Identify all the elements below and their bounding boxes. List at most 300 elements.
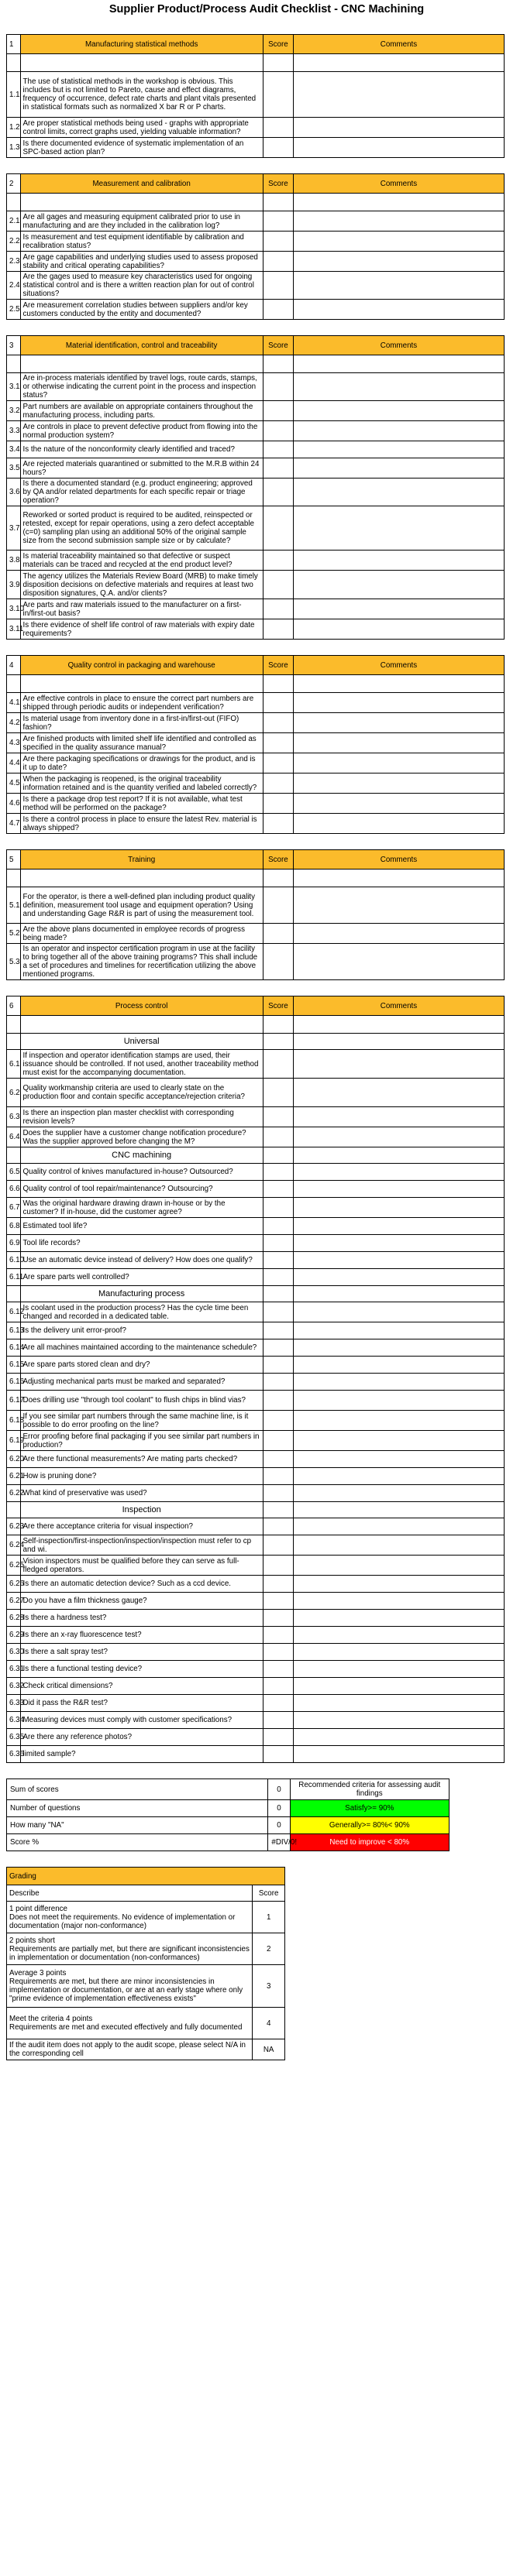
- question-text: Are the above plans documented in employee records of progress being made?: [20, 924, 263, 944]
- question-number: 6.35: [7, 1729, 21, 1746]
- question-row: [7, 1627, 505, 1644]
- comments-cell[interactable]: [293, 551, 504, 571]
- question-number: 6.15: [7, 1357, 21, 1374]
- comments-cell[interactable]: [293, 1374, 504, 1391]
- score-cell[interactable]: [263, 1535, 293, 1556]
- question-number: 2.4: [7, 272, 21, 300]
- question-number: 3.7: [7, 506, 21, 551]
- question-number: 5.1: [7, 887, 21, 924]
- comments-cell[interactable]: [293, 1678, 504, 1695]
- comments-cell[interactable]: [293, 753, 504, 773]
- question-text: Do you have a film thickness gauge?: [20, 1593, 263, 1610]
- comments-cell[interactable]: [293, 1079, 504, 1107]
- question-number: 3.8: [7, 551, 21, 571]
- question-row: [7, 401, 505, 421]
- question-number: 6.6: [7, 1181, 21, 1198]
- comments-cell[interactable]: [293, 1518, 504, 1535]
- section-table: [6, 996, 505, 1763]
- comments-cell[interactable]: [293, 252, 504, 272]
- grading-description: Average 3 points Requirements are met, but there are minor inconsistencies in implementation or documentation, or are at an early stage where only "prime evidence of implementation effectiveness exists": [7, 1965, 253, 2008]
- score-cell[interactable]: [263, 693, 293, 713]
- subsection-title: Manufacturing process: [20, 1286, 263, 1302]
- section-number: 1: [7, 35, 21, 54]
- comments-cell[interactable]: [293, 599, 504, 619]
- score-cell[interactable]: [263, 1374, 293, 1391]
- grading-row: [7, 1965, 285, 2008]
- score-cell[interactable]: [263, 458, 293, 478]
- question-text: For the operator, is there a well-defined plan including product quality definition, measurement tool usage and equipment operation? Using and understanding Gage R&R is part of using the measurement tool.: [20, 887, 263, 924]
- score-cell[interactable]: [263, 1391, 293, 1411]
- question-number: 2.5: [7, 300, 21, 320]
- question-text: Quality control of knives manufactured in-house? Outsourced?: [20, 1164, 263, 1181]
- score-header: Score: [263, 336, 293, 355]
- score-cell[interactable]: [263, 72, 293, 118]
- question-row: [7, 1678, 505, 1695]
- comments-cell[interactable]: [293, 211, 504, 232]
- question-number: 6.27: [7, 1593, 21, 1610]
- question-text: Is there an x-ray fluorescence test?: [20, 1627, 263, 1644]
- question-text: Check critical dimensions?: [20, 1678, 263, 1695]
- comments-header: Comments: [293, 336, 504, 355]
- question-row: [7, 118, 505, 138]
- comments-cell[interactable]: [293, 1695, 504, 1712]
- section-title: Measurement and calibration: [20, 174, 263, 194]
- question-number: 6.9: [7, 1235, 21, 1252]
- score-cell[interactable]: [263, 118, 293, 138]
- question-number: 3.5: [7, 458, 21, 478]
- comments-cell[interactable]: [293, 232, 504, 252]
- comments-cell[interactable]: [293, 1576, 504, 1593]
- score-cell[interactable]: [263, 924, 293, 944]
- question-row: [7, 693, 505, 713]
- question-row: [7, 794, 505, 814]
- question-text: The agency utilizes the Materials Review Board (MRB) to make timely disposition decisions on defective materials and requires at least two disposition signatures, Q.A. and/or clients?: [20, 571, 263, 599]
- score-cell[interactable]: [263, 1556, 293, 1576]
- section-number: 5: [7, 850, 21, 870]
- comments-cell[interactable]: [293, 441, 504, 458]
- question-text: Reworked or sorted product is required to be audited, reinspected or retested, except for repair operations, using a zero defect acceptable (c=0) sampling plan using an additional 50% of the original sample size from the second submission sample size or by calculate?: [20, 506, 263, 551]
- comments-cell[interactable]: [293, 1411, 504, 1431]
- score-cell[interactable]: [263, 887, 293, 924]
- question-row: [7, 1485, 505, 1502]
- question-text: Part numbers are available on appropriate containers throughout the manufacturing process, including parts.: [20, 401, 263, 421]
- comments-cell[interactable]: [293, 373, 504, 401]
- question-text: When the packaging is reopened, is the original traceability information retained and is the quantity verified and labeled correctly?: [20, 773, 263, 794]
- comments-cell[interactable]: [293, 1556, 504, 1576]
- comments-cell[interactable]: [293, 1357, 504, 1374]
- comments-cell[interactable]: [293, 1661, 504, 1678]
- comments-cell[interactable]: [293, 1050, 504, 1079]
- comments-cell[interactable]: [293, 1644, 504, 1661]
- question-row: [7, 1235, 505, 1252]
- comments-cell[interactable]: [293, 1535, 504, 1556]
- grading-score: 2: [253, 1933, 285, 1965]
- question-number: 6.13: [7, 1322, 21, 1339]
- question-row: [7, 1164, 505, 1181]
- score-cell[interactable]: [263, 551, 293, 571]
- score-cell[interactable]: [263, 1468, 293, 1485]
- score-cell[interactable]: [263, 1198, 293, 1218]
- question-text: Are in-process materials identified by travel logs, route cards, stamps, or otherwise indicating the current point in the process and inspection status?: [20, 373, 263, 401]
- question-number: 6.19: [7, 1431, 21, 1451]
- comments-cell[interactable]: [293, 1729, 504, 1746]
- grading-description: Meet the criteria 4 points Requirements are met and executed effectively and fully documented: [7, 2008, 253, 2039]
- question-number: 2.2: [7, 232, 21, 252]
- comments-cell[interactable]: [293, 421, 504, 441]
- score-cell[interactable]: [263, 1322, 293, 1339]
- score-cell[interactable]: [263, 478, 293, 506]
- question-text: limited sample?: [20, 1746, 263, 1763]
- question-text: Are finished products with limited shelf life identified and controlled as specified in the quality assurance manual?: [20, 733, 263, 753]
- score-cell[interactable]: [263, 421, 293, 441]
- comments-cell[interactable]: [293, 138, 504, 158]
- comments-cell[interactable]: [293, 1712, 504, 1729]
- question-row: [7, 599, 505, 619]
- comments-cell[interactable]: [293, 72, 504, 118]
- question-number: 3.3: [7, 421, 21, 441]
- question-row: [7, 944, 505, 980]
- score-cell[interactable]: [263, 1518, 293, 1535]
- subsection-row: [7, 1286, 505, 1302]
- section-header: [7, 996, 505, 1016]
- comments-cell[interactable]: [293, 1468, 504, 1485]
- question-text: Error proofing before final packaging if you see similar part numbers in production?: [20, 1431, 263, 1451]
- score-cell[interactable]: [263, 1079, 293, 1107]
- question-text: Does the supplier have a customer change notification procedure? Was the supplier approved before changing the M?: [20, 1127, 263, 1147]
- score-cell[interactable]: [263, 300, 293, 320]
- question-row: [7, 1127, 505, 1147]
- score-cell[interactable]: [263, 1678, 293, 1695]
- page-title: Supplier Product/Process Audit Checklist - CNC Machining: [108, 3, 425, 15]
- question-row: [7, 1576, 505, 1593]
- question-row: [7, 1181, 505, 1198]
- question-row: [7, 924, 505, 944]
- comments-cell[interactable]: [293, 733, 504, 753]
- question-row: [7, 1269, 505, 1286]
- question-number: 6.36: [7, 1746, 21, 1763]
- score-cell[interactable]: [263, 232, 293, 252]
- question-row: [7, 1050, 505, 1079]
- comments-cell[interactable]: [293, 1593, 504, 1610]
- question-text: What kind of preservative was used?: [20, 1485, 263, 1502]
- score-cell[interactable]: [263, 401, 293, 421]
- score-cell[interactable]: [263, 506, 293, 551]
- comments-cell[interactable]: [293, 773, 504, 794]
- question-number: 6.21: [7, 1468, 21, 1485]
- score-header: Score: [263, 656, 293, 675]
- score-cell[interactable]: [263, 1218, 293, 1235]
- score-cell[interactable]: [263, 773, 293, 794]
- score-cell[interactable]: [263, 1451, 293, 1468]
- criteria-cell: Satisfy>= 90%: [290, 1800, 449, 1817]
- score-cell[interactable]: [263, 794, 293, 814]
- score-cell[interactable]: [263, 211, 293, 232]
- score-cell[interactable]: [263, 733, 293, 753]
- comments-header: Comments: [293, 35, 504, 54]
- question-number: 6.34: [7, 1712, 21, 1729]
- question-text: Quality workmanship criteria are used to clearly state on the production floor and contain specific acceptance/rejection criteria?: [20, 1079, 263, 1107]
- score-cell[interactable]: [263, 252, 293, 272]
- score-cell[interactable]: [263, 599, 293, 619]
- comments-cell[interactable]: [293, 887, 504, 924]
- comments-cell[interactable]: [293, 1627, 504, 1644]
- score-cell[interactable]: [263, 1431, 293, 1451]
- score-cell[interactable]: [263, 1127, 293, 1147]
- question-number: 6.30: [7, 1644, 21, 1661]
- comments-cell[interactable]: [293, 1431, 504, 1451]
- question-row: [7, 1431, 505, 1451]
- question-row: [7, 1468, 505, 1485]
- score-cell[interactable]: [263, 1339, 293, 1357]
- comments-cell[interactable]: [293, 1322, 504, 1339]
- question-row: [7, 1593, 505, 1610]
- comments-header: Comments: [293, 174, 504, 194]
- question-number: 3.2: [7, 401, 21, 421]
- grading-description: 2 points short Requirements are partially met, but there are significant inconsistencies in implementation or documentation (non-conformances): [7, 1933, 253, 1965]
- score-cell[interactable]: [263, 1712, 293, 1729]
- audit-checklist-page: [6, 0, 527, 2060]
- question-number: 6.32: [7, 1678, 21, 1695]
- comments-cell[interactable]: [293, 1746, 504, 1763]
- question-text: Are all gages and measuring equipment calibrated prior to use in manufacturing and are they included in the calibration log?: [20, 211, 263, 232]
- grading-description: If the audit item does not apply to the audit scope, please select N/A in the corresponding cell: [7, 2039, 253, 2060]
- comments-cell[interactable]: [293, 1235, 504, 1252]
- comments-cell[interactable]: [293, 1107, 504, 1127]
- comments-cell[interactable]: [293, 814, 504, 834]
- question-row: [7, 1518, 505, 1535]
- comments-cell[interactable]: [293, 713, 504, 733]
- question-row: [7, 1107, 505, 1127]
- question-number: 6.3: [7, 1107, 21, 1127]
- question-number: 4.2: [7, 713, 21, 733]
- comments-cell[interactable]: [293, 1302, 504, 1322]
- score-cell[interactable]: [263, 138, 293, 158]
- question-text: If inspection and operator identification stamps are used, their issuance should be controlled. If not used, another traceability method must exist for the accompanying documentation.: [20, 1050, 263, 1079]
- question-row: [7, 1079, 505, 1107]
- question-text: Is coolant used in the production process? Has the cycle time been changed and recorded in a dedicated table.: [20, 1302, 263, 1322]
- section-number: 3: [7, 336, 21, 355]
- comments-cell[interactable]: [293, 571, 504, 599]
- question-row: [7, 478, 505, 506]
- comments-cell[interactable]: [293, 1269, 504, 1286]
- grading-row: [7, 2008, 285, 2039]
- summary-row: [7, 1800, 450, 1817]
- score-cell[interactable]: [263, 1181, 293, 1198]
- comments-cell[interactable]: [293, 1451, 504, 1468]
- question-text: Are the gages used to measure key characteristics used for ongoing statistical control and is there a written reaction plan for out of control situations?: [20, 272, 263, 300]
- score-cell[interactable]: [263, 1269, 293, 1286]
- grading-row: [7, 2039, 285, 2060]
- comments-cell[interactable]: [293, 1218, 504, 1235]
- question-row: [7, 300, 505, 320]
- question-text: Are measurement correlation studies between suppliers and/or key customers conducted by the entity and documented?: [20, 300, 263, 320]
- comments-cell[interactable]: [293, 1339, 504, 1357]
- comments-cell[interactable]: [293, 1485, 504, 1502]
- section-title: Manufacturing statistical methods: [20, 35, 263, 54]
- question-row: [7, 1695, 505, 1712]
- score-cell[interactable]: [263, 814, 293, 834]
- comments-cell[interactable]: [293, 693, 504, 713]
- score-cell[interactable]: [263, 1050, 293, 1079]
- score-cell[interactable]: [263, 1357, 293, 1374]
- question-number: 1.2: [7, 118, 21, 138]
- subsection-row: [7, 1147, 505, 1164]
- question-number: 6.25: [7, 1556, 21, 1576]
- question-text: Is material usage from inventory done in a first-in/first-out (FIFO) fashion?: [20, 713, 263, 733]
- question-number: 3.1: [7, 373, 21, 401]
- question-row: [7, 1218, 505, 1235]
- section-table: [6, 335, 505, 640]
- question-number: 6.8: [7, 1218, 21, 1235]
- comments-cell[interactable]: [293, 1164, 504, 1181]
- question-text: Tool life records?: [20, 1235, 263, 1252]
- question-row: [7, 1729, 505, 1746]
- question-text: Are there packaging specifications or drawings for the product, and is it up to date?: [20, 753, 263, 773]
- score-cell[interactable]: [263, 713, 293, 733]
- score-cell[interactable]: [263, 571, 293, 599]
- section-number: 4: [7, 656, 21, 675]
- score-cell[interactable]: [263, 441, 293, 458]
- comments-cell[interactable]: [293, 478, 504, 506]
- question-number: 6.17: [7, 1391, 21, 1411]
- question-row: [7, 506, 505, 551]
- comments-cell[interactable]: [293, 1252, 504, 1269]
- question-number: 6.24: [7, 1535, 21, 1556]
- question-row: [7, 1374, 505, 1391]
- score-cell[interactable]: [263, 1661, 293, 1678]
- question-text: Self-inspection/first-inspection/inspection/inspection must refer to cp and wi.: [20, 1535, 263, 1556]
- question-row: [7, 1198, 505, 1218]
- question-text: Are spare parts well controlled?: [20, 1269, 263, 1286]
- question-row: [7, 1252, 505, 1269]
- comments-cell[interactable]: [293, 944, 504, 980]
- question-row: [7, 421, 505, 441]
- section-header: [7, 35, 505, 54]
- subsection-row: [7, 1034, 505, 1050]
- grading-description: 1 point difference Does not meet the requirements. No evidence of implementation or documentation (major non-conformance): [7, 1902, 253, 1933]
- score-cell[interactable]: [263, 753, 293, 773]
- question-text: Estimated tool life?: [20, 1218, 263, 1235]
- score-cell[interactable]: [263, 1485, 293, 1502]
- score-cell[interactable]: [263, 1235, 293, 1252]
- comments-cell[interactable]: [293, 401, 504, 421]
- question-text: Does drilling use "through tool coolant" to flush chips in blind vias?: [20, 1391, 263, 1411]
- comments-cell[interactable]: [293, 506, 504, 551]
- score-cell[interactable]: [263, 1746, 293, 1763]
- comments-cell[interactable]: [293, 794, 504, 814]
- question-text: Was the original hardware drawing drawn in-house or by the customer? If in-house, did the customer agree?: [20, 1198, 263, 1218]
- question-row: [7, 1339, 505, 1357]
- section-header: [7, 336, 505, 355]
- question-text: Are there functional measurements? Are mating parts checked?: [20, 1451, 263, 1468]
- question-text: Quality control of tool repair/maintenance? Outsourcing?: [20, 1181, 263, 1198]
- comments-cell[interactable]: [293, 1127, 504, 1147]
- comments-cell[interactable]: [293, 1610, 504, 1627]
- question-number: 6.11: [7, 1269, 21, 1286]
- criteria-cell: Generally>= 80%< 90%: [290, 1817, 449, 1834]
- question-number: 6.23: [7, 1518, 21, 1535]
- comments-cell[interactable]: [293, 1181, 504, 1198]
- score-cell[interactable]: [263, 1302, 293, 1322]
- comments-cell[interactable]: [293, 924, 504, 944]
- subsection-title: Inspection: [20, 1502, 263, 1518]
- question-text: Is there an automatic detection device? Such as a ccd device.: [20, 1576, 263, 1593]
- score-cell[interactable]: [263, 1411, 293, 1431]
- summary-row: [7, 1817, 450, 1834]
- question-row: [7, 551, 505, 571]
- section-table: [6, 173, 505, 320]
- score-cell[interactable]: [263, 1627, 293, 1644]
- comments-cell[interactable]: [293, 619, 504, 640]
- question-text: Is there a functional testing device?: [20, 1661, 263, 1678]
- score-cell[interactable]: [263, 1695, 293, 1712]
- question-row: [7, 1746, 505, 1763]
- question-number: 6.31: [7, 1661, 21, 1678]
- comments-cell[interactable]: [293, 1391, 504, 1411]
- subsection-row: [7, 1502, 505, 1518]
- question-row: [7, 1357, 505, 1374]
- score-cell[interactable]: [263, 1576, 293, 1593]
- question-text: The use of statistical methods in the workshop is obvious. This includes but is not limited to Pareto, cause and effect diagrams, frequency of occurrence, defect rate charts and plant vitals presented in statistical formats such as normalized X bar R or P charts.: [20, 72, 263, 118]
- comments-cell[interactable]: [293, 1198, 504, 1218]
- score-cell[interactable]: [263, 944, 293, 980]
- comments-cell[interactable]: [293, 300, 504, 320]
- question-row: [7, 773, 505, 794]
- score-cell[interactable]: [263, 1107, 293, 1127]
- section-header: [7, 850, 505, 870]
- score-cell[interactable]: [263, 1729, 293, 1746]
- score-cell[interactable]: [263, 619, 293, 640]
- question-text: Did it pass the R&R test?: [20, 1695, 263, 1712]
- question-text: Is measurement and test equipment identifiable by calibration and recalibration status?: [20, 232, 263, 252]
- question-text: Is there documented evidence of systematic implementation of an SPC-based action plan?: [20, 138, 263, 158]
- describe-header: Describe: [7, 1885, 253, 1902]
- question-text: Is there an inspection plan master checklist with corresponding revision levels?: [20, 1107, 263, 1127]
- grading-table: [6, 1867, 285, 2060]
- question-row: [7, 1451, 505, 1468]
- question-number: 4.1: [7, 693, 21, 713]
- question-number: 5.2: [7, 924, 21, 944]
- comments-cell[interactable]: [293, 118, 504, 138]
- comments-cell[interactable]: [293, 458, 504, 478]
- question-number: 2.3: [7, 252, 21, 272]
- grading-row: [7, 1902, 285, 1933]
- section-table: [6, 34, 505, 158]
- question-number: 4.4: [7, 753, 21, 773]
- question-row: [7, 1644, 505, 1661]
- score-cell[interactable]: [263, 1610, 293, 1627]
- question-text: Measuring devices must comply with customer specifications?: [20, 1712, 263, 1729]
- question-text: Are there any reference photos?: [20, 1729, 263, 1746]
- question-text: Are gage capabilities and underlying studies used to assess proposed stability and critical operating capabilities?: [20, 252, 263, 272]
- score-cell[interactable]: [263, 1644, 293, 1661]
- comments-cell[interactable]: [293, 272, 504, 300]
- question-text: Is an operator and inspector certification program in use at the facility to bring together all of the above training programs? This shall include a set of procedures and timelines for recertification utilizing the above mentioned programs.: [20, 944, 263, 980]
- question-row: [7, 458, 505, 478]
- score-cell[interactable]: [263, 1593, 293, 1610]
- score-cell[interactable]: [263, 373, 293, 401]
- comments-header: Comments: [293, 656, 504, 675]
- question-number: 6.1: [7, 1050, 21, 1079]
- section-table: [6, 849, 505, 980]
- score-cell[interactable]: [263, 272, 293, 300]
- score-cell[interactable]: [263, 1252, 293, 1269]
- section-header: [7, 656, 505, 675]
- criteria-cell: Recommended criteria for assessing audit findings: [290, 1779, 449, 1800]
- score-cell[interactable]: [263, 1164, 293, 1181]
- question-number: 6.20: [7, 1451, 21, 1468]
- summary-value: 0: [268, 1779, 290, 1800]
